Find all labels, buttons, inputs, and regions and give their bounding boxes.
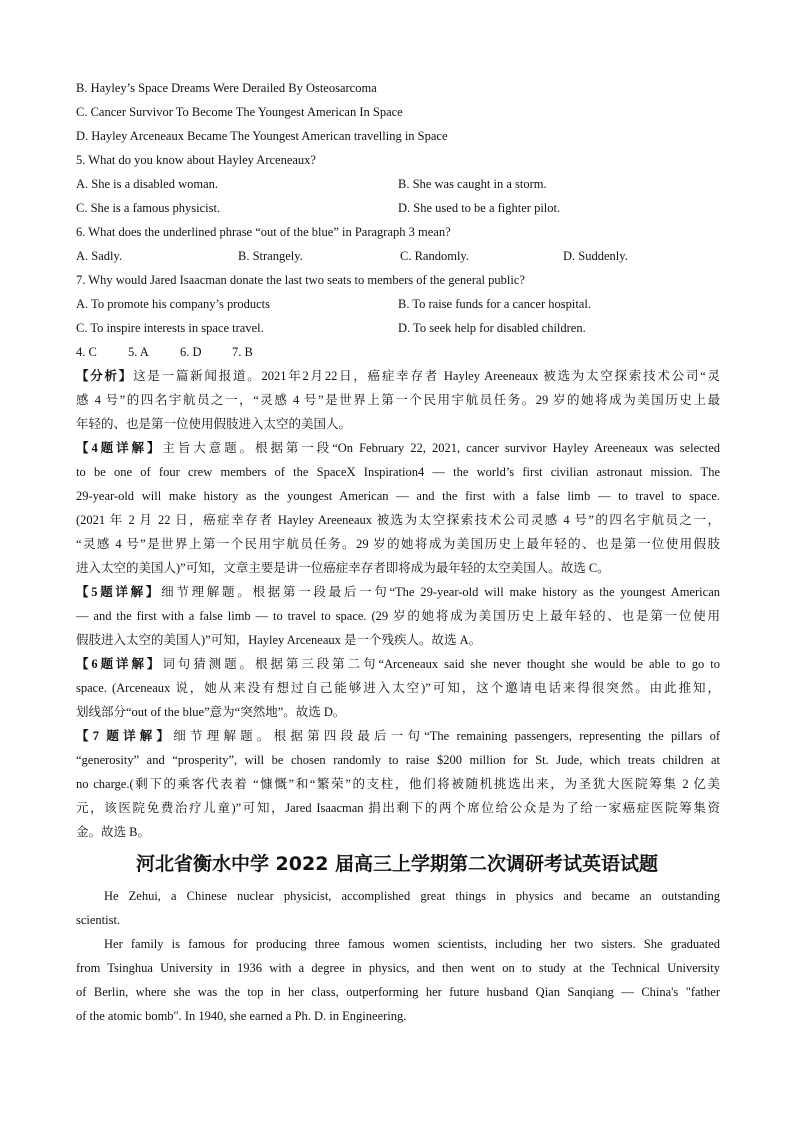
q6-option-b: B. Strangely. — [238, 249, 303, 263]
detail6-line-3: 划线部分“out of the blue”意为“突然地”。故选 D。 — [76, 705, 346, 719]
q5-option-d: D. She used to be a fighter pilot. — [398, 201, 561, 215]
answer-4: 4. C — [76, 345, 97, 359]
detail7-line-5: 金。故选 B。 — [76, 825, 150, 839]
detail5-tag: 【5题详解】 — [76, 585, 162, 599]
q6-option-c: C. Randomly. — [400, 249, 469, 263]
q5-stem: 5. What do you know about Hayley Arceneaux? — [76, 153, 316, 167]
q7-option-a: A. To promote his company’s products — [76, 297, 271, 311]
answer-key — [76, 344, 720, 360]
detail4-line-1: 【4题详解】主旨大意题。根据第一段“On February 22, 2021, cancer survivor Hayley Areeneaux was selected — [76, 441, 720, 455]
answer-5: 5. A — [128, 345, 149, 359]
exam-heading: 河北省衡水中学 2022 届高三上学期第二次调研考试英语试题 — [135, 853, 659, 875]
detail7-line-2: “generosity” and “prosperity”, will be chosen randomly to raise $200 million for St. Jude, which treats children at — [76, 753, 720, 767]
detail7-line-3: no charge.(剩下的乘客代表着 “慷慨”和“繁荣”的支柱，他们将被随机挑选出来，为圣犹大医院筹集 2 亿美 — [76, 777, 720, 791]
q7-option-c: C. To inspire interests in space travel. — [76, 321, 264, 335]
q5-option-c: C. She is a famous physicist. — [76, 201, 221, 215]
analysis-tag: 【分析】 — [76, 369, 134, 383]
detail4-line-5: “灵感 4 号”是世界上第一个民用宇航员任务。29 岁的她将成为美国历史上最年轻的、也是第一位使用假肢 — [76, 537, 720, 551]
passage-p2-line-2: from Tsinghua University in 1936 with a degree in physics, and then went on to study at the Technical University — [76, 961, 720, 975]
q5-option-a: A. She is a disabled woman. — [76, 177, 218, 191]
detail7-line-4: 元，该医院免费治疗儿童)”可知，Jared Isaacman 捐出剩下的两个席位给公众是为了给一家癌症医院筹集资 — [76, 801, 720, 815]
detail7-tag: 【7 题详解】 — [76, 729, 174, 743]
analysis-line-2: 感 4 号”的四名宇航员之一，“灵感 4 号”是世界上第一个民用宇航员任务。29 岁的她将成为美国历史上最 — [76, 393, 720, 407]
detail4-tag: 【4题详解】 — [76, 441, 163, 455]
passage-p1-line-1: He Zehui, a Chinese nuclear physicist, accomplished great things in physics and became an outstanding — [104, 889, 720, 903]
detail4-line-2: to be one of four crew members of the SpaceX Inspiration4 — the world’s first civilian astronaut mission. The — [76, 465, 720, 479]
detail7-line-1: 【7 题详解】细节理解题。根据第四段最后一句“The remaining passengers, representing the pillars of — [76, 729, 720, 743]
q4-option-b: B. Hayley’s Space Dreams Were Derailed By Osteosarcoma — [76, 81, 377, 95]
passage-p2-line-3: of Berlin, where she was the top in her class, outperforming her future husband Qian Sanqiang — China's "father — [76, 985, 720, 999]
q4-option-c: C. Cancer Survivor To Become The Youngest American In Space — [76, 105, 403, 119]
q7-option-b: B. To raise funds for a cancer hospital. — [398, 297, 591, 311]
q7-option-d: D. To seek help for disabled children. — [398, 321, 586, 335]
detail5-line-3: 假肢进入太空的美国人)”可知，Hayley Arceneaux 是一个残疾人。故选 A。 — [76, 633, 482, 647]
detail6-line-2: space. (Arceneaux 说，她从来没有想过自己能够进入太空)”可知，这个邀请电话来得很突然。由此推知， — [76, 681, 720, 695]
q6-stem: 6. What does the underlined phrase “out of the blue” in Paragraph 3 mean? — [76, 225, 451, 239]
answer-7: 7. B — [232, 345, 253, 359]
analysis-line-3: 年轻的、也是第一位使用假肢进入太空的美国人。 — [76, 417, 352, 431]
detail4-line-3: 29-year-old will make history as the youngest American — and the first with a false limb — to travel to space. — [76, 489, 720, 503]
detail6-tag: 【6题详解】 — [76, 657, 163, 671]
detail5-line-2: — and the first with a false limb — to travel to space. (29 岁的她将成为美国历史上最年轻的、也是第一位使用 — [76, 609, 720, 623]
q7-stem: 7. Why would Jared Isaacman donate the last two seats to members of the general public? — [76, 273, 525, 287]
q6-option-a: A. Sadly. — [76, 249, 123, 263]
detail4-line-6: 进入太空的美国人)”可知，文章主要是讲一位癌症幸存者即将成为最年轻的太空美国人。故选 C。 — [76, 561, 610, 575]
q6-option-d: D. Suddenly. — [563, 249, 628, 263]
q4-option-d: D. Hayley Arceneaux Became The Youngest American travelling in Space — [76, 129, 448, 143]
answer-6: 6. D — [180, 345, 202, 359]
passage-p1-line-2: scientist. — [76, 913, 121, 927]
detail4-line-4: (2021 年 2 月 22 日，癌症幸存者 Hayley Areeneaux 被选为太空探索技术公司灵感 4 号”的四名宇航员之一， — [76, 513, 720, 527]
detail6-line-1: 【6题详解】词句猜测题。根据第三段第二句“Arceneaux said she never thought she would be able to go to — [76, 657, 720, 671]
passage-p2-line-1: Her family is famous for producing three famous women scientists, including her two sisters. She graduated — [104, 937, 720, 951]
passage-p2-line-4: of the atomic bomb". In 1940, she earned a Ph. D. in Engineering. — [76, 1009, 407, 1023]
q5-option-b: B. She was caught in a storm. — [398, 177, 547, 191]
analysis-line-1: 【分析】这是一篇新闻报道。2021年2月22日，癌症幸存者 Hayley Areeneaux 被选为太空探索技术公司“灵 — [76, 369, 720, 383]
detail5-line-1: 【5题详解】细节理解题。根据第一段最后一句“The 29-year-old will make history as the youngest American — [76, 585, 720, 599]
